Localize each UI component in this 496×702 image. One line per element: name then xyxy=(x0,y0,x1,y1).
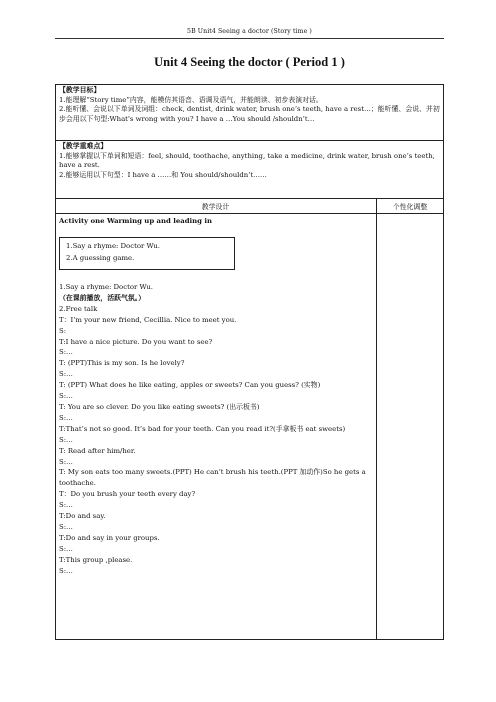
body-line: T: My son eats too many sweets.(PPT) He can’t brush his teeth.(PPT 加动作)So he gets a xyxy=(59,468,366,477)
activity-section xyxy=(55,217,444,227)
body-line: S:… xyxy=(59,348,73,357)
key-point-item: 2.能够运用以下句型：I have a ……和 You should/shouldn’t…… xyxy=(59,170,267,179)
objective-item: 1.能理解“Story time”内容，能模仿其语音、语调及语气，并能朗读、初步表演对话。 xyxy=(59,95,323,104)
body-line: S:… xyxy=(59,392,73,401)
activity-box xyxy=(59,237,235,270)
body-line: S: xyxy=(59,326,67,335)
body-line: S:… xyxy=(59,566,73,575)
body-line: S:… xyxy=(59,544,73,553)
section-divider xyxy=(55,198,444,199)
section-divider xyxy=(55,140,444,141)
body-line: toothache. xyxy=(59,479,96,488)
body-line: （在课前播放，活跃气氛。） xyxy=(59,293,146,302)
body-line: T: You are so clever. Do you like eating sweets? (出示板书) xyxy=(59,402,260,411)
activity-box-item: 1.Say a rhyme: Doctor Wu. xyxy=(66,242,160,250)
body-line: T:That’s not so good. It’s bad for your teeth. Can you read it?(手拿板书 eat sweets) xyxy=(59,424,346,433)
body-line: T: Read after him/her. xyxy=(59,446,136,455)
body-line: T:This group ,please. xyxy=(59,555,133,564)
body-line: T：I’m your new friend, Cecillia. Nice to meet you. xyxy=(59,315,237,324)
column-divider xyxy=(376,198,377,640)
body-line: T:I have a nice picture. Do you want to see? xyxy=(59,337,213,346)
objectives-section xyxy=(55,86,444,124)
objectives-heading: 【教学目标】 xyxy=(59,86,101,94)
body-line: S:… xyxy=(59,435,73,444)
body-line: T: (PPT)This is my son. Is he lovely? xyxy=(59,359,185,368)
running-header: 5B Unit4 Seeing a doctor (Story time ) xyxy=(187,28,312,35)
activity-box-item: 2.A guessing game. xyxy=(66,254,135,262)
body-line: T:Do and say. xyxy=(59,512,106,521)
activity-title: Activity one Warming up and leading in xyxy=(59,217,212,225)
page-title: Unit 4 Seeing the doctor ( Period 1 ) xyxy=(154,55,345,69)
column-header-adjust: 个性化调整 xyxy=(392,203,428,211)
body-line: 1.Say a rhyme: Doctor Wu. xyxy=(59,283,153,291)
header-rule xyxy=(55,38,444,39)
body-line: S:… xyxy=(59,522,73,531)
body-line: T:Do and say in your groups. xyxy=(59,533,160,542)
body-line: T：Do you brush your teeth every day? xyxy=(59,490,196,499)
column-header-design: 教学设计 xyxy=(201,203,230,211)
body-line: S:… xyxy=(59,457,73,466)
body-line: S:… xyxy=(59,413,73,422)
key-point-item: 1.能够掌握以下单词和短语：feel, should, toothache, anything, take a medicine, drink water, brush one’s teeth, have a rest. xyxy=(59,151,435,170)
objective-item: 2.能听懂、会说以下单词及词组：check, dentist, drink water, brush one’s teeth, have a rest…；能听懂、会说、并初步会用以下句型:What's wrong with you? I have a …You should /shouldn’t… xyxy=(59,105,440,123)
body-line: S:… xyxy=(59,501,73,510)
key-points-section xyxy=(55,142,444,180)
body-line: T: (PPT) What does he like eating, apples or sweets? Can you guess? (实物) xyxy=(59,381,321,390)
body-line: S:… xyxy=(59,370,73,379)
header-divider xyxy=(55,213,444,214)
key-points-heading: 【教学重难点】 xyxy=(59,142,108,150)
lesson-body xyxy=(59,282,373,576)
body-line: 2.Free talk xyxy=(59,304,98,313)
